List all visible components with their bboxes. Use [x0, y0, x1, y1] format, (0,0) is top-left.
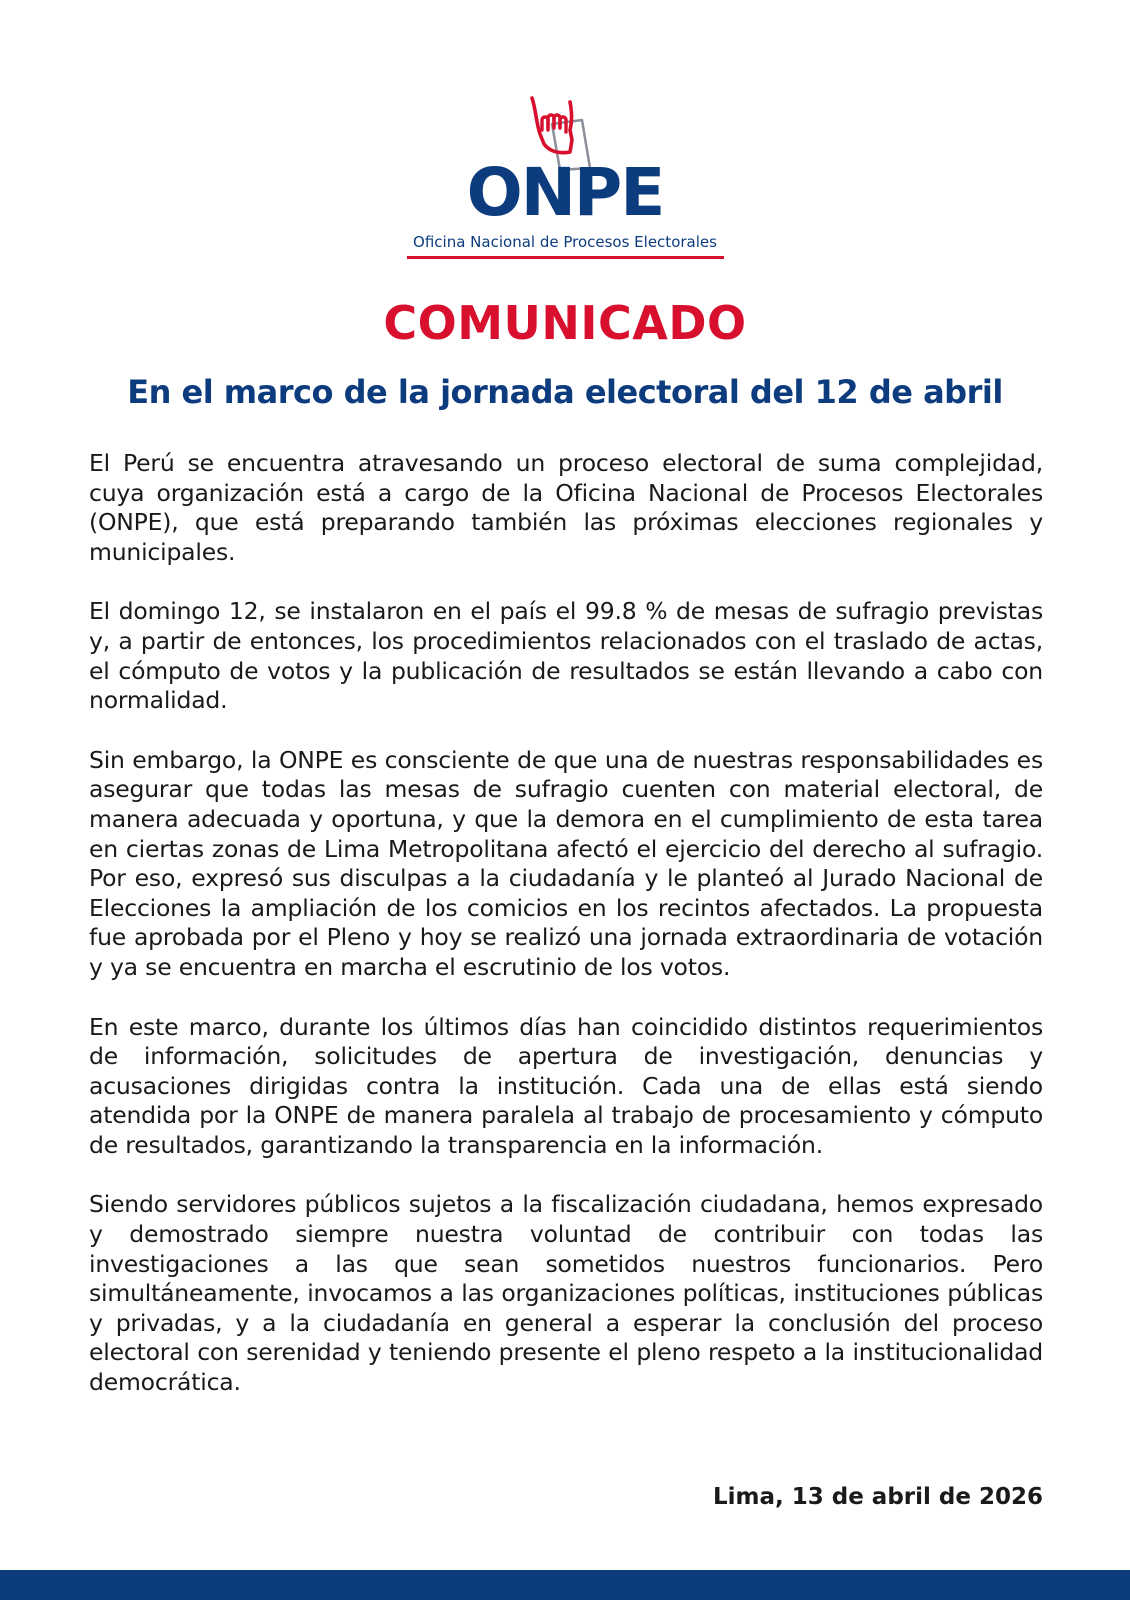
paragraph: En este marco, durante los últimos días han coincidido distintos requerimientos de información, solicitudes de apertura de investigación, denuncias y acusaciones dirigidas contra la institución. Cada una de ellas está siendo atendida por la ONPE de manera paralela al trabajo de procesamiento y cómputo de resultados, garantizando la transparencia en la información. — [89, 1012, 1043, 1159]
paragraph: Sin embargo, la ONPE es consciente de que una de nuestras responsabilidades es asegurar que todas las mesas de sufragio cuenten con material electoral, de manera adecuada y oportuna, y que la demora en el cumplimiento de esta tarea en ciertas zonas de Lima Metropolitana afectó el ejercicio del derecho al sufragio. Por eso, expresó sus disculpas a la ciudadanía y le planteó al Jurado Nacional de Elecciones la ampliación de los comicios en los recintos afectados. La propuesta fue aprobada por el Pleno y hoy se realizó una jornada extraordinaria de votación y ya se encuentra en marcha el escrutinio de los votos. — [89, 745, 1043, 981]
paragraph: El domingo 12, se instalaron en el país el 99.8 % de mesas de sufragio previstas y, a partir de entonces, los procedimientos relacionados con el traslado de actas, el cómputo de votos y la publicación de resultados se están llevando a cabo con normalidad. — [89, 597, 1043, 715]
page-subtitle: En el marco de la jornada electoral del 12 de abril — [127, 373, 1003, 411]
place-date: Lima, 13 de abril de 2026 — [712, 1484, 1043, 1510]
statement-body — [89, 449, 1043, 1428]
paragraph: El Perú se encuentra atravesando un proceso electoral de suma complejidad, cuya organización está a cargo de la Oficina Nacional de Procesos Electorales (ONPE), que está preparando también las próximas elecciones regionales y municipales. — [89, 449, 1043, 566]
page-title: COMUNICADO — [383, 296, 747, 350]
logo-wordmark: ONPE — [466, 154, 664, 231]
logo-underline — [407, 256, 724, 259]
logo-subtitle: Oficina Nacional de Procesos Electorales — [413, 233, 717, 251]
onpe-logo — [0, 96, 1130, 266]
footer-bar — [0, 1570, 1130, 1600]
paragraph: Siendo servidores públicos sujetos a la fiscalización ciudadana, hemos expresado y demostrado siempre nuestra voluntad de contribuir con todas las investigaciones a las que sean sometidos nuestros funcionarios. Pero simultáneamente, invocamos a las organizaciones políticas, instituciones públicas y privadas, y a la ciudadanía en general a esperar la conclusión del proceso electoral con serenidad y teniendo presente el pleno respeto a la institucionalidad democrática. — [89, 1190, 1043, 1397]
